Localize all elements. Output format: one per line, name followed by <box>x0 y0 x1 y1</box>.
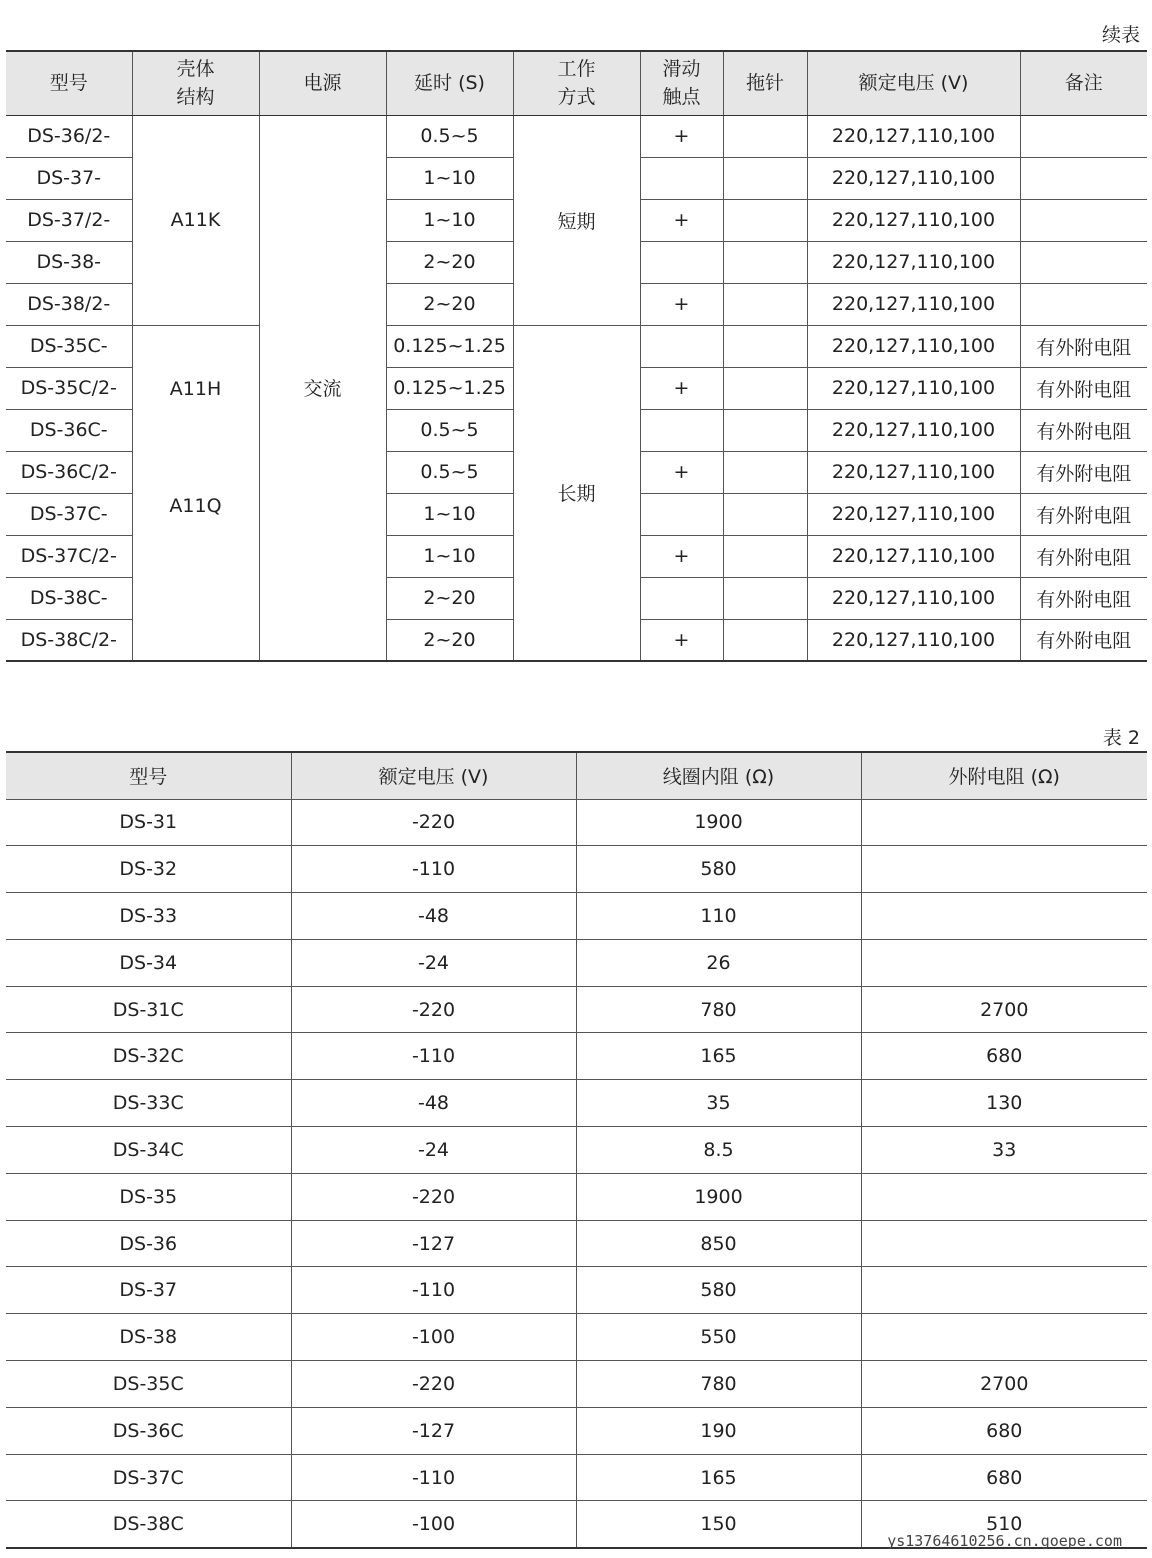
cell-voltage: 220,127,110,100 <box>807 283 1020 325</box>
cell-external-resistance: 680 <box>861 1407 1147 1454</box>
cell-model: DS-37/2- <box>6 199 132 241</box>
table-row <box>6 1454 1147 1501</box>
cell-needle <box>723 619 807 661</box>
cell-voltage: 220,127,110,100 <box>807 199 1020 241</box>
header-mode-line2: 方式 <box>557 86 596 109</box>
table-row <box>6 1033 1147 1080</box>
cell-slide-contact <box>640 409 723 451</box>
table-row <box>6 115 1147 157</box>
cell-coil-resistance: 190 <box>576 1407 861 1454</box>
cell-delay: 2~20 <box>386 241 513 283</box>
cell-mode-long: 长期 <box>513 325 640 661</box>
cell-delay: 1~10 <box>386 157 513 199</box>
cell-coil-resistance: 550 <box>576 1314 861 1361</box>
header-mode-line1: 工作 <box>557 58 596 81</box>
cell-delay: 2~20 <box>386 619 513 661</box>
cell-voltage: -100 <box>291 1501 576 1548</box>
cell-needle <box>723 577 807 619</box>
cell-remark <box>1020 199 1147 241</box>
cell-model: DS-38C <box>6 1501 291 1548</box>
cell-slide-contact: + <box>640 199 723 241</box>
table-row <box>6 986 1147 1033</box>
cell-remark <box>1020 115 1147 157</box>
cell-remark <box>1020 283 1147 325</box>
cell-voltage: -220 <box>291 799 576 846</box>
cell-needle <box>723 409 807 451</box>
table-row <box>6 1314 1147 1361</box>
cell-needle <box>723 493 807 535</box>
cell-delay: 0.125~1.25 <box>386 325 513 367</box>
cell-coil-resistance: 165 <box>576 1454 861 1501</box>
cell-model: DS-38/2- <box>6 283 132 325</box>
cell-model: DS-37 <box>6 1267 291 1314</box>
coil-resistance-table <box>6 751 1147 1549</box>
cell-slide-contact: + <box>640 367 723 409</box>
relay-spec-table <box>6 50 1147 662</box>
cell-delay: 0.5~5 <box>386 409 513 451</box>
cell-model: DS-37C <box>6 1454 291 1501</box>
cell-external-resistance: 680 <box>861 1033 1147 1080</box>
cell-coil-resistance: 780 <box>576 1361 861 1408</box>
cell-model: DS-31 <box>6 799 291 846</box>
cell-remark <box>1020 157 1147 199</box>
header-mode <box>513 51 640 115</box>
cell-remark: 有外附电阻 <box>1020 619 1147 661</box>
header-external-resistance: 外附电阻 (Ω) <box>861 752 1147 799</box>
header-coil-resistance: 线圈内阻 (Ω) <box>576 752 861 799</box>
cell-external-resistance: 33 <box>861 1127 1147 1174</box>
table-row <box>6 1173 1147 1220</box>
cell-voltage: -220 <box>291 1361 576 1408</box>
cell-model: DS-35C- <box>6 325 132 367</box>
cell-model: DS-33C <box>6 1080 291 1127</box>
table1-caption: 续表 <box>1101 24 1140 46</box>
cell-coil-resistance: 580 <box>576 1267 861 1314</box>
cell-power: 交流 <box>259 115 386 661</box>
cell-voltage: -220 <box>291 1173 576 1220</box>
table-row <box>6 846 1147 893</box>
cell-external-resistance: 2700 <box>861 1361 1147 1408</box>
cell-remark: 有外附电阻 <box>1020 535 1147 577</box>
cell-needle <box>723 283 807 325</box>
cell-external-resistance <box>861 1314 1147 1361</box>
header-remark: 备注 <box>1020 51 1147 115</box>
cell-coil-resistance: 780 <box>576 986 861 1033</box>
cell-model: DS-35C <box>6 1361 291 1408</box>
cell-external-resistance <box>861 1267 1147 1314</box>
cell-voltage: 220,127,110,100 <box>807 493 1020 535</box>
cell-voltage: 220,127,110,100 <box>807 115 1020 157</box>
table-row <box>6 893 1147 940</box>
cell-external-resistance: 2700 <box>861 986 1147 1033</box>
table-row <box>6 325 1147 367</box>
cell-voltage: -110 <box>291 846 576 893</box>
header-slide-line1: 滑动 <box>662 58 701 81</box>
cell-model: DS-32 <box>6 846 291 893</box>
cell-slide-contact: + <box>640 535 723 577</box>
cell-voltage: 220,127,110,100 <box>807 451 1020 493</box>
cell-shell-group <box>132 325 259 661</box>
cell-voltage: 220,127,110,100 <box>807 577 1020 619</box>
cell-external-resistance <box>861 893 1147 940</box>
cell-voltage: 220,127,110,100 <box>807 409 1020 451</box>
cell-slide-contact <box>640 325 723 367</box>
table-row <box>6 1361 1147 1408</box>
cell-model: DS-36C <box>6 1407 291 1454</box>
cell-slide-contact: + <box>640 283 723 325</box>
cell-voltage: -110 <box>291 1454 576 1501</box>
table2-header-row <box>6 752 1147 799</box>
cell-needle <box>723 115 807 157</box>
cell-voltage: -127 <box>291 1407 576 1454</box>
cell-slide-contact <box>640 241 723 283</box>
cell-mode-short: 短期 <box>513 115 640 325</box>
cell-needle <box>723 325 807 367</box>
cell-model: DS-34 <box>6 939 291 986</box>
cell-voltage: 220,127,110,100 <box>807 619 1020 661</box>
cell-voltage: 220,127,110,100 <box>807 535 1020 577</box>
cell-slide-contact <box>640 577 723 619</box>
table-row <box>6 1220 1147 1267</box>
cell-external-resistance: 130 <box>861 1080 1147 1127</box>
cell-model: DS-36 <box>6 1220 291 1267</box>
cell-coil-resistance: 110 <box>576 893 861 940</box>
cell-voltage: 220,127,110,100 <box>807 367 1020 409</box>
cell-external-resistance <box>861 1220 1147 1267</box>
cell-external-resistance <box>861 1173 1147 1220</box>
cell-coil-resistance: 35 <box>576 1080 861 1127</box>
cell-model: DS-35 <box>6 1173 291 1220</box>
cell-slide-contact: + <box>640 115 723 157</box>
cell-coil-resistance: 1900 <box>576 799 861 846</box>
cell-delay: 2~20 <box>386 577 513 619</box>
cell-model: DS-36/2- <box>6 115 132 157</box>
cell-remark: 有外附电阻 <box>1020 325 1147 367</box>
cell-model: DS-38 <box>6 1314 291 1361</box>
cell-voltage: 220,127,110,100 <box>807 325 1020 367</box>
cell-voltage: -24 <box>291 939 576 986</box>
cell-coil-resistance: 150 <box>576 1501 861 1548</box>
cell-voltage: -24 <box>291 1127 576 1174</box>
cell-voltage: -127 <box>291 1220 576 1267</box>
cell-model: DS-31C <box>6 986 291 1033</box>
cell-slide-contact: + <box>640 619 723 661</box>
cell-remark: 有外附电阻 <box>1020 577 1147 619</box>
cell-model: DS-32C <box>6 1033 291 1080</box>
table-row <box>6 1407 1147 1454</box>
cell-shell-a11h: A11H <box>169 377 222 400</box>
cell-coil-resistance: 26 <box>576 939 861 986</box>
table-row <box>6 799 1147 846</box>
header-slide-line2: 触点 <box>662 86 701 109</box>
cell-remark: 有外附电阻 <box>1020 451 1147 493</box>
header-voltage: 额定电压 (V) <box>807 51 1020 115</box>
cell-model: DS-36C- <box>6 409 132 451</box>
cell-remark: 有外附电阻 <box>1020 367 1147 409</box>
header-power: 电源 <box>259 51 386 115</box>
cell-voltage: -100 <box>291 1314 576 1361</box>
cell-external-resistance <box>861 939 1147 986</box>
cell-delay: 0.5~5 <box>386 115 513 157</box>
header-slide <box>640 51 723 115</box>
header-needle: 拖针 <box>723 51 807 115</box>
table1-header-row <box>6 51 1147 115</box>
watermark: ys13764610256.cn.goepe.com <box>887 1532 1122 1550</box>
header-model: 型号 <box>6 51 132 115</box>
cell-model: DS-37C/2- <box>6 535 132 577</box>
cell-external-resistance: 680 <box>861 1454 1147 1501</box>
cell-slide-contact <box>640 157 723 199</box>
cell-remark: 有外附电阻 <box>1020 493 1147 535</box>
header-shell-line1: 壳体 <box>176 58 215 81</box>
header-model: 型号 <box>6 752 291 799</box>
header-voltage: 额定电压 (V) <box>291 752 576 799</box>
header-delay: 延时 (S) <box>386 51 513 115</box>
cell-coil-resistance: 850 <box>576 1220 861 1267</box>
cell-model: DS-37- <box>6 157 132 199</box>
cell-voltage: -110 <box>291 1267 576 1314</box>
cell-remark <box>1020 241 1147 283</box>
table-row <box>6 939 1147 986</box>
cell-model: DS-34C <box>6 1127 291 1174</box>
cell-voltage: -48 <box>291 1080 576 1127</box>
cell-coil-resistance: 1900 <box>576 1173 861 1220</box>
table-row <box>6 1127 1147 1174</box>
cell-needle <box>723 199 807 241</box>
cell-needle <box>723 157 807 199</box>
cell-shell-a11q: A11Q <box>169 494 222 517</box>
cell-external-resistance <box>861 799 1147 846</box>
cell-delay: 2~20 <box>386 283 513 325</box>
cell-external-resistance: 510 <box>861 1501 1147 1548</box>
cell-delay: 0.5~5 <box>386 451 513 493</box>
cell-voltage: -220 <box>291 986 576 1033</box>
cell-voltage: 220,127,110,100 <box>807 241 1020 283</box>
header-shell <box>132 51 259 115</box>
header-shell-line2: 结构 <box>176 86 215 109</box>
cell-coil-resistance: 580 <box>576 846 861 893</box>
cell-needle <box>723 367 807 409</box>
cell-model: DS-38- <box>6 241 132 283</box>
cell-delay: 1~10 <box>386 493 513 535</box>
cell-delay: 1~10 <box>386 535 513 577</box>
cell-voltage: -48 <box>291 893 576 940</box>
cell-model: DS-38C/2- <box>6 619 132 661</box>
cell-slide-contact: + <box>640 451 723 493</box>
cell-slide-contact <box>640 493 723 535</box>
cell-needle <box>723 535 807 577</box>
cell-voltage: 220,127,110,100 <box>807 157 1020 199</box>
table-row <box>6 1267 1147 1314</box>
cell-voltage: -110 <box>291 1033 576 1080</box>
cell-coil-resistance: 8.5 <box>576 1127 861 1174</box>
cell-delay: 0.125~1.25 <box>386 367 513 409</box>
cell-model: DS-37C- <box>6 493 132 535</box>
cell-external-resistance <box>861 846 1147 893</box>
cell-delay: 1~10 <box>386 199 513 241</box>
cell-needle <box>723 241 807 283</box>
cell-model: DS-33 <box>6 893 291 940</box>
cell-needle <box>723 451 807 493</box>
cell-model: DS-36C/2- <box>6 451 132 493</box>
cell-model: DS-38C- <box>6 577 132 619</box>
cell-shell-a11k: A11K <box>132 115 259 325</box>
cell-remark: 有外附电阻 <box>1020 409 1147 451</box>
table-row <box>6 1080 1147 1127</box>
cell-model: DS-35C/2- <box>6 367 132 409</box>
cell-coil-resistance: 165 <box>576 1033 861 1080</box>
table2-caption: 表 2 <box>1102 727 1140 749</box>
